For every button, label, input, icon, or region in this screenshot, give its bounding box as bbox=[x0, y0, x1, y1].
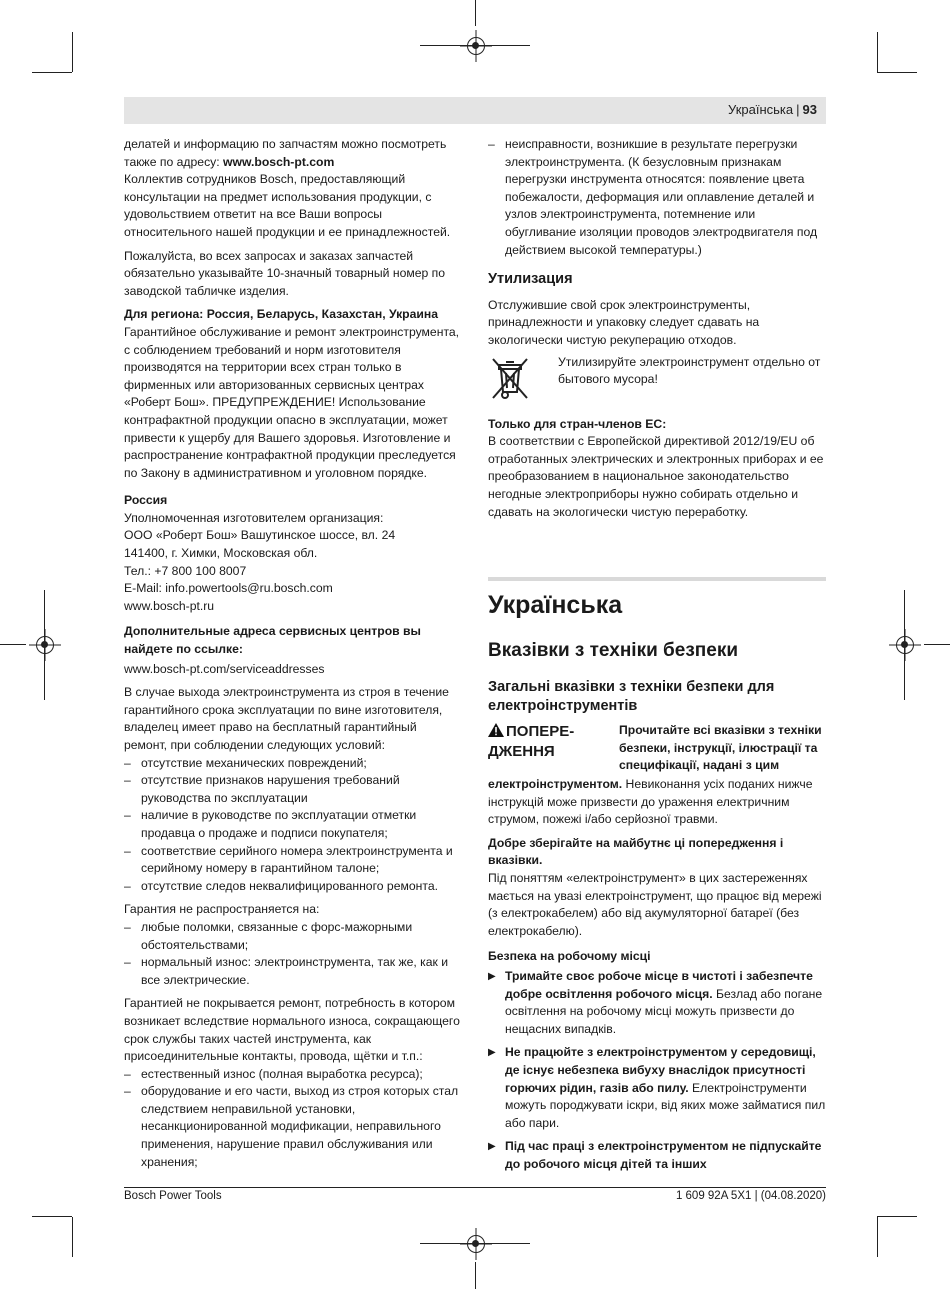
registration-mark-icon bbox=[896, 636, 914, 654]
registration-mark-icon bbox=[467, 1235, 485, 1253]
eu-heading: Только для стран-членов ЕС: bbox=[488, 416, 667, 431]
crop-mark bbox=[877, 1216, 917, 1217]
contact-line: ООО «Роберт Бош» Вашутинское шоссе, вл. 24 bbox=[124, 528, 396, 543]
russia-heading: Россия bbox=[124, 493, 168, 508]
paragraph: Під поняттям «електроінструмент» в цих застереженнях мається на увазі електроінструмент, що працює від мережі (з електрокабелем) або від акумуляторної батареї (без електрокабелю). bbox=[488, 870, 822, 938]
header-section: Українська bbox=[728, 102, 794, 117]
contact-line: Тел.: +7 800 100 8007 bbox=[124, 563, 247, 578]
language-title: Українська bbox=[488, 591, 623, 619]
crop-mark bbox=[475, 0, 476, 26]
safety-item: ▶ Під час праці з електроінструментом не підпускайте до робочого місця дітей та інших bbox=[488, 1138, 826, 1173]
crop-mark bbox=[32, 1216, 72, 1217]
footer-doc-number: 1 609 92A 5X1 | (04.08.2020) bbox=[675, 1190, 826, 1202]
list-item: – естественный износ (полная выработка ресурса); bbox=[124, 1066, 462, 1084]
paragraph: делатей и информацию по запчастям можно посмотреть также по адресу: www.bosch-pt.com Коллектив сотрудников Bosch, предоставляющий консультации на предмет использования продукции, с удовольствием ответит на все Ваши вопросы относительного нашей продукции и ее принадлежностей. bbox=[124, 137, 451, 239]
crop-mark bbox=[877, 72, 917, 73]
disposal-note-text: Утилизируйте электроинструмент отдельно от бытового мусора! bbox=[558, 354, 821, 387]
contact-line: Уполномоченная изготовителем организация: bbox=[124, 510, 384, 525]
right-column bbox=[488, 136, 826, 527]
paragraph: Пожалуйста, во всех запросах и заказах запчастей обязательно указывайте 10-значный товарный номер по заводской табличке изделия. bbox=[124, 248, 446, 298]
general-safety-heading: Загальні вказівки з техніки безпеки для електроінструментів bbox=[488, 679, 775, 714]
disposal-note bbox=[488, 354, 826, 416]
crop-mark bbox=[72, 32, 73, 72]
crop-mark bbox=[32, 72, 72, 73]
paragraph: В случае выхода электроинструмента из строя в течение гарантийного срока эксплуатации по вине изготовителя, владелец имеет право на бесплатный гарантийный ремонт, при соблюдении следующих условий: bbox=[124, 685, 449, 752]
no-repair-list bbox=[124, 1066, 462, 1172]
paragraph: електроінструментом. Невиконання усіх поданих нижче інструкцій може призвести до ураження електричним струмом, пожежі і/або серйозної травми. bbox=[488, 777, 813, 827]
crop-mark bbox=[877, 32, 878, 72]
service-heading: Дополнительные адреса сервисных центров вы найдете по ссылке: bbox=[124, 624, 421, 657]
registration-mark-icon bbox=[467, 37, 485, 55]
warning-block bbox=[488, 722, 826, 774]
workplace-heading: Безпека на робочому місці bbox=[488, 949, 651, 964]
warning-text: Прочитайте всі вказівки з техніки безпеки, інструкції, ілюстрації та специфікації, надані з цим bbox=[619, 723, 822, 773]
section-divider bbox=[488, 577, 826, 581]
russia-contact bbox=[124, 510, 462, 616]
list-item: – оборудование и его части, выход из строя которых стал следствием неправильной установки, несанкционированной модификации, неправильного применения, нарушение правил обслуживания или хранения; bbox=[124, 1083, 462, 1171]
contact-line: E-Mail: info.powertools@ru.bosch.com bbox=[124, 581, 333, 596]
list-item: – отсутствие механических повреждений; bbox=[124, 755, 462, 773]
safety-item: ▶ Тримайте своє робоче місце в чистоті і забезпечте добре освітлення робочого місця. Безлад або погане освітлення на робочому місці можуть призвести до нещасних випадків. bbox=[488, 968, 826, 1038]
safety-item: ▶ Не працюйте з електроінструментом у середовищі, де існує небезпека вибуху внаслідок присутності горючих рідин, газів або пилу. Електроінструменти можуть породжувати іскри, від яких може займатися пил або пари. bbox=[488, 1044, 826, 1132]
contact-line: 141400, г. Химки, Московская обл. bbox=[124, 546, 318, 561]
not-covered-list bbox=[124, 919, 462, 989]
list-item: – соответствие серийного номера электроинструмента и серийному номеру в гарантийном талоне; bbox=[124, 843, 462, 878]
warning-label: ПОПЕРЕ-ДЖЕННЯ bbox=[488, 723, 575, 760]
paragraph: Отслужившие свой срок электроинструменты, принадлежности и упаковку следует сдавать на экологически чистую рекуперацию отходов. bbox=[488, 297, 760, 347]
safety-heading: Вказівки з техніки безпеки bbox=[488, 640, 739, 661]
page-number: 93 bbox=[802, 102, 817, 117]
paragraph: Гарантия не распространяется на: bbox=[124, 902, 320, 917]
list-item: – нормальный износ: электроинструмента, так же, как и все электрические. bbox=[124, 954, 462, 989]
registration-mark-icon bbox=[36, 636, 54, 654]
list-item: – отсутствие признаков нарушения требований руководства по эксплуатации bbox=[124, 772, 462, 807]
list-item: – любые поломки, связанные с форс-мажорными обстоятельствами; bbox=[124, 919, 462, 954]
header-text: Українська | 93 bbox=[728, 102, 817, 117]
region-heading: Для региона: Россия, Беларусь, Казахстан, Украина bbox=[124, 307, 439, 322]
keep-instructions-heading: Добре зберігайте на майбутнє ці попередження і вказівки. bbox=[488, 835, 784, 868]
crop-mark bbox=[924, 644, 950, 645]
crop-mark bbox=[877, 1217, 878, 1257]
page-header bbox=[124, 97, 826, 124]
crossed-out-wheelie-bin-icon bbox=[488, 354, 532, 402]
contact-line: www.bosch-pt.ru bbox=[124, 598, 215, 613]
crop-mark bbox=[0, 644, 26, 645]
list-item: – наличие в руководстве по эксплуатации отметки продавца о продаже и подписи покупателя; bbox=[124, 807, 462, 842]
warranty-conditions-list bbox=[124, 755, 462, 896]
paragraph: В соответствии с Европейской директивой 2012/19/EU об отработанных электрических и электронных приборах и ее преобразованием в национальное законодательство негодные электроприборы нужно собирать отдельно и сдавать на экологически чистую переработку. bbox=[488, 434, 824, 519]
paragraph: Гарантией не покрывается ремонт, потребность в котором возникает вследствие нормального износа, сокращающего срок службы таких частей инструмента, как присоединительные контакты, провода, щётки и т.п.: bbox=[124, 996, 460, 1064]
service-url: www.bosch-pt.com/serviceaddresses bbox=[124, 661, 325, 676]
safety-section bbox=[488, 722, 826, 1179]
bosch-url: www.bosch-pt.com bbox=[223, 154, 335, 169]
crop-mark bbox=[475, 1262, 476, 1289]
list-item: – отсутствие следов неквалифицированного ремонта. bbox=[124, 878, 462, 896]
footer-rule bbox=[124, 1187, 826, 1188]
disposal-heading: Утилизация bbox=[488, 271, 573, 288]
crop-mark bbox=[72, 1217, 73, 1257]
footer-brand: Bosch Power Tools bbox=[124, 1190, 222, 1202]
warning-triangle-icon bbox=[488, 723, 504, 737]
paragraph: Гарантийное обслуживание и ремонт электроинструмента, с соблюдением требований и норм изготовителя производятся на территории всех стран только в фирменных или авторизованных сервисных центрах «Роберт Бош». ПРЕДУПРЕЖДЕНИЕ! Использование контрафактной продукции опасно в эксплуатации, может привести к ущербу для Вашего здоровья. Изготовление и распространение контрафактной продукции преследуется по Закону в административном и уголовном порядке. bbox=[124, 324, 460, 480]
left-column bbox=[124, 136, 462, 1171]
list-item: – неисправности, возникшие в результате перегрузки электроинструмента. (К безусловным признакам перегрузки инструмента относятся: появление цвета побежалости, деформация или оплавление деталей и узлов электроинструмента, потемнение или обугливание изоляции проводов электродвигателя под действием высокой температуры.) bbox=[488, 136, 826, 259]
